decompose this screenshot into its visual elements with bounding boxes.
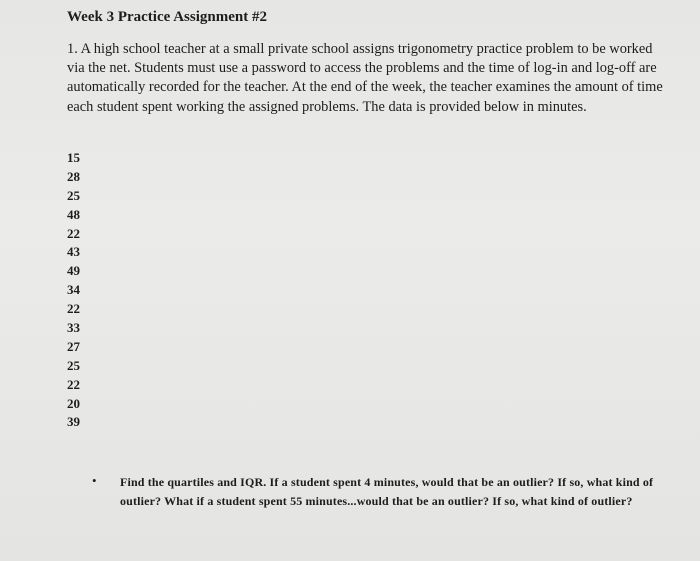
problem-statement: 1. A high school teacher at a small private school assigns trigonometry practice problem to be worked via the net. Students must use a password to access the problems and the time of log-in and log-off are automatically recorded for the teacher. At the end of the week, the teacher examines the amount of time each student spent working the assigned problems. The data is provided below in minutes. <box>67 41 663 115</box>
data-value: 27 <box>67 338 80 354</box>
data-value: 25 <box>67 187 80 203</box>
data-value: 39 <box>67 414 80 430</box>
assignment-title: Week 3 Practice Assignment #2 <box>67 9 267 25</box>
data-value: 22 <box>67 225 80 241</box>
data-value: 34 <box>67 282 80 298</box>
question-text: Find the quartiles and IQR. If a student spent 4 minutes, would that be an outlier? If so, what kind of outlier? What if a student spent 55 minutes...would that be an outlier? If so, what kind of outlier? <box>120 475 654 508</box>
data-value: 33 <box>67 320 80 336</box>
data-value: 28 <box>67 168 80 184</box>
data-value: 15 <box>67 150 80 165</box>
bullet-icon: • <box>92 473 97 488</box>
data-value: 49 <box>67 263 80 279</box>
data-value: 20 <box>67 395 80 411</box>
data-value: 43 <box>67 244 80 260</box>
data-list <box>67 149 80 432</box>
data-value: 22 <box>67 376 80 392</box>
data-value: 22 <box>67 301 80 317</box>
data-value: 48 <box>67 206 80 222</box>
data-value: 25 <box>67 357 80 373</box>
